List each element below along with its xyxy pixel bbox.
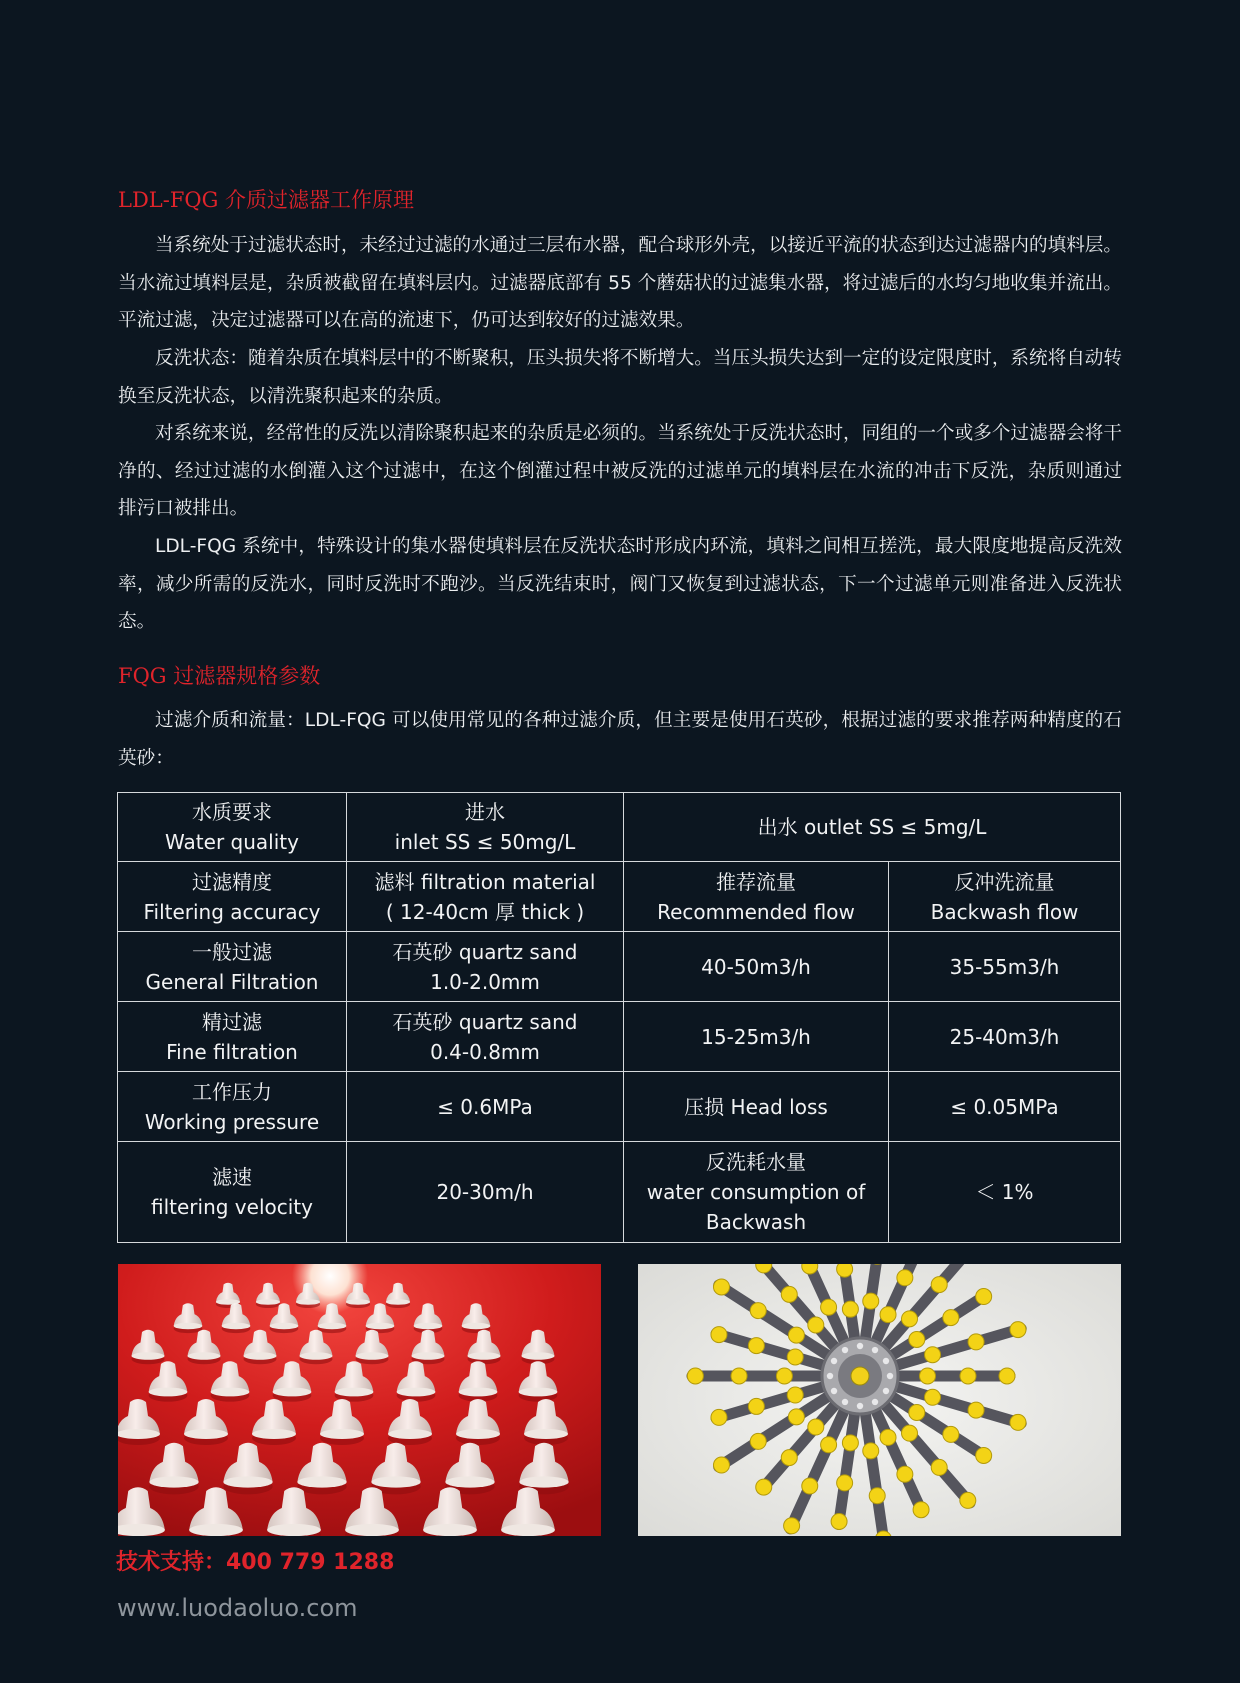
table-cell: ≤ 0.6MPa [347, 1072, 624, 1142]
paragraph-backwash-state: 反洗状态：随着杂质在填料层中的不断聚积，压头损失将不断增大。当压头损失达到一定的设定限度时，系统将自动转换至反洗状态，以清洗聚积起来的杂质。 [118, 348, 1122, 407]
table-cell: ≤ 0.05MPa [889, 1072, 1121, 1142]
table-row [118, 932, 1121, 1002]
table-cell: 一般过滤 General Filtration [118, 932, 347, 1002]
table-cell: ＜ 1% [889, 1142, 1121, 1243]
table-cell: 20-30m/h [347, 1142, 624, 1243]
table-row [118, 1142, 1121, 1243]
table-cell: 15-25m3/h [624, 1002, 889, 1072]
table-cell: 反冲洗流量 Backwash flow [889, 862, 1121, 932]
table-row [118, 793, 1121, 862]
paragraph-backwash-necessity: 对系统来说，经常性的反洗以清除聚积起来的杂质是必须的。当系统处于反洗状态时，同组的一个或多个过滤器会将干净的、经过过滤的水倒灌入这个过滤中，在这个倒灌过程中被反洗的过滤单元的填料层在水流的冲击下反洗，杂质则通过排污口被排出。 [118, 423, 1122, 519]
spec-table [117, 792, 1121, 1243]
table-cell: 滤料 filtration material ( 12-40cm 厚 thick ) [347, 862, 624, 932]
table-cell: 滤速 filtering velocity [118, 1142, 347, 1243]
photo-radial-collector [638, 1264, 1121, 1536]
table-cell: 石英砂 quartz sand 1.0-2.0mm [347, 932, 624, 1002]
table-cell: 25-40m3/h [889, 1002, 1121, 1072]
table-cell: 反洗耗水量 water consumption of Backwash [624, 1142, 889, 1243]
photo-mushroom-collectors [118, 1264, 601, 1536]
mushroom-collectors-illustration [118, 1264, 601, 1536]
table-cell: 精过滤 Fine filtration [118, 1002, 347, 1072]
radial-collector-illustration [638, 1264, 1121, 1536]
table-cell: 工作压力 Working pressure [118, 1072, 347, 1142]
table-cell: 40-50m3/h [624, 932, 889, 1002]
section-title-specifications: FQG 过滤器规格参数 [118, 664, 321, 688]
table-cell: 出水 outlet SS ≤ 5mg/L [624, 793, 1121, 862]
tech-support-phone: 技术支持：400 779 1288 [116, 1550, 395, 1575]
website-url[interactable]: www.luodaoluo.com [117, 1594, 358, 1622]
paragraph-filtration-state: 当系统处于过滤状态时，未经过过滤的水通过三层布水器，配合球形外壳，以接近平流的状态到达过滤器内的填料层。当水流过填料层是，杂质被截留在填料层内。过滤器底部有 55 个蘑菇状的过滤集水器，将过滤后的水均匀地收集并流出。平流过滤，决定过滤器可以在高的流速下，仍可达到较好的过滤效果。 [118, 235, 1122, 331]
paragraph-collector-design: LDL-FQG 系统中，特殊设计的集水器使填料层在反洗状态时形成内环流，填料之间相互搓洗，最大限度地提高反洗效率，减少所需的反洗水，同时反洗时不跑沙。当反洗结束时，阀门又恢复到过滤状态，下一个过滤单元则准备进入反洗状态。 [118, 536, 1122, 632]
table-cell: 石英砂 quartz sand 0.4-0.8mm [347, 1002, 624, 1072]
table-cell: 水质要求 Water quality [118, 793, 347, 862]
table-cell: 进水 inlet SS ≤ 50mg/L [347, 793, 624, 862]
table-cell: 35-55m3/h [889, 932, 1121, 1002]
table-cell: 过滤精度 Filtering accuracy [118, 862, 347, 932]
table-row [118, 1072, 1121, 1142]
table-row [118, 862, 1121, 932]
table-cell: 压损 Head loss [624, 1072, 889, 1142]
table-cell: 推荐流量 Recommended flow [624, 862, 889, 932]
paragraph-filter-media: 过滤介质和流量：LDL-FQG 可以使用常见的各种过滤介质，但主要是使用石英砂，根据过滤的要求推荐两种精度的石英砂： [118, 710, 1122, 769]
table-row [118, 1002, 1121, 1072]
section-title-working-principle: LDL-FQG 介质过滤器工作原理 [118, 188, 415, 212]
